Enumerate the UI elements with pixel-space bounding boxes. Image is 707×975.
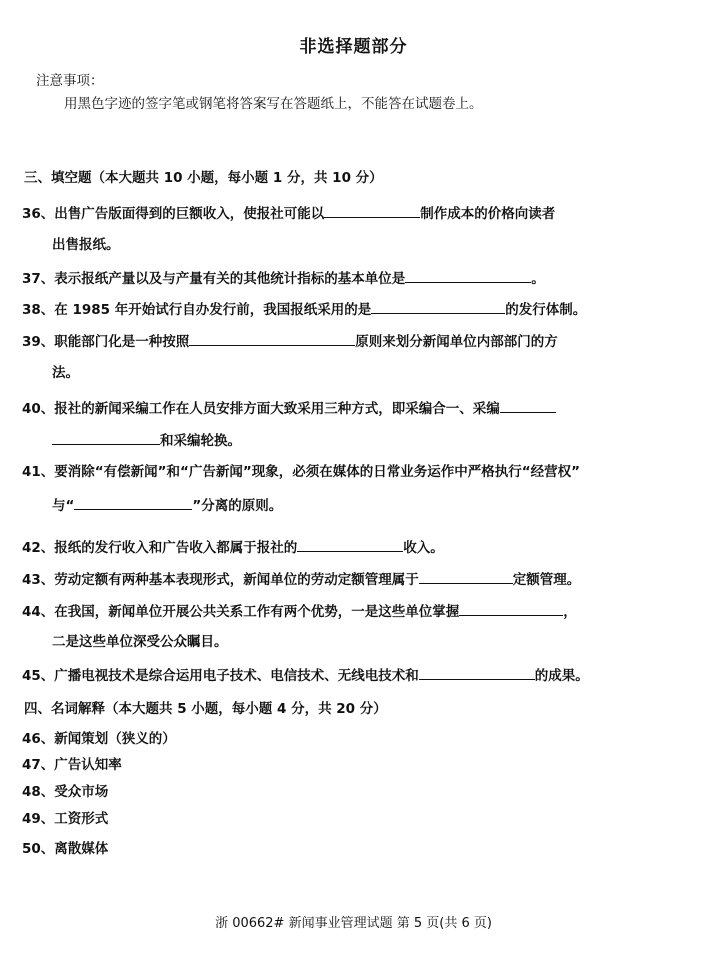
answer-blank — [189, 331, 355, 346]
question-37-text-b: 。 — [531, 271, 545, 287]
term-item: 50、离散媒体 — [22, 841, 109, 857]
question-45-text-a: 45、广播电视技术是综合运用电子技术、电信技术、无线电技术和 — [22, 668, 419, 684]
answer-blank — [419, 665, 535, 680]
question-36 — [22, 203, 555, 223]
question-45 — [22, 665, 589, 685]
question-43-text-a: 43、劳动定额有两种基本表现形式，新闻单位的劳动定额管理属于 — [22, 572, 419, 588]
question-38-text-b: 的发行体制。 — [505, 302, 587, 318]
question-45-text-b: 的成果。 — [534, 668, 589, 684]
term-item: 46、新闻策划（狭义的） — [22, 731, 176, 747]
answer-blank — [297, 537, 403, 552]
answer-blank — [371, 299, 505, 314]
answer-blank — [419, 569, 513, 584]
question-44-text-a: 44、在我国，新闻单位开展公共关系工作有两个优势，一是这些单位掌握 — [22, 604, 460, 620]
notice-text: 用黑色字迹的签字笔或钢笔将答案写在答题纸上，不能答在试题卷上。 — [64, 96, 483, 112]
question-38-text-a: 38、在 1985 年开始试行自办发行前，我国报纸采用的是 — [22, 302, 372, 318]
question-41-continued — [52, 495, 282, 515]
notice-heading: 注意事项： — [36, 73, 104, 89]
question-40-text-a: 40、报社的新闻采编工作在人员安排方面大致采用三种方式，即采编合一、采编 — [22, 401, 500, 417]
question-40-continued — [52, 430, 241, 450]
question-44-continued: 二是这些单位深受公众瞩目。 — [52, 634, 228, 650]
answer-blank — [324, 203, 420, 218]
question-40 — [22, 398, 556, 418]
term-item: 48、受众市场 — [22, 784, 109, 800]
page-title: 非选择题部分 — [299, 37, 408, 57]
question-41-text-b: 与“ — [52, 498, 75, 514]
section-3-heading: 三、填空题（本大题共 10 小题，每小题 1 分，共 10 分） — [24, 170, 383, 186]
answer-blank — [52, 430, 160, 445]
answer-blank — [74, 495, 192, 510]
answer-blank — [405, 268, 531, 283]
term-item: 49、工资形式 — [22, 811, 109, 827]
answer-blank — [459, 601, 563, 616]
question-43-text-b: 定额管理。 — [512, 572, 581, 588]
question-39-text-b: 原则来划分新闻单位内部部门的方 — [355, 334, 558, 350]
question-42 — [22, 537, 444, 557]
question-37 — [22, 268, 545, 288]
answer-blank — [500, 398, 556, 413]
question-43 — [22, 569, 580, 589]
question-39-continued: 法。 — [52, 365, 79, 381]
question-37-text-a: 37、表示报纸产量以及与产量有关的其他统计指标的基本单位是 — [22, 271, 406, 287]
question-36-text-a: 36、出售广告版面得到的巨额收入，使报社可能以 — [22, 206, 325, 222]
question-36-continued: 出售报纸。 — [52, 237, 120, 253]
question-38 — [22, 299, 586, 319]
question-41: 41、要消除“有偿新闻”和“广告新闻”现象，必须在媒体的日常业务运作中严格执行“经营权” — [22, 464, 581, 480]
question-39 — [22, 331, 558, 351]
question-40-text-b: 和采编轮换。 — [160, 433, 241, 449]
question-44-text-b: ， — [563, 604, 577, 620]
question-44 — [22, 601, 577, 621]
question-39-text-a: 39、职能部门化是一种按照 — [22, 334, 190, 350]
question-36-text-b: 制作成本的价格向读者 — [420, 206, 556, 222]
question-41-text-c: ”分离的原则。 — [192, 498, 283, 514]
term-item: 47、广告认知率 — [22, 757, 122, 773]
section-4-heading: 四、名词解释（本大题共 5 小题，每小题 4 分，共 20 分） — [24, 701, 387, 717]
question-42-text-b: 收入。 — [403, 540, 444, 556]
page-footer: 浙 00662# 新闻事业管理试题 第 5 页(共 6 页) — [215, 916, 492, 931]
question-42-text-a: 42、报纸的发行收入和广告收入都属于报社的 — [22, 540, 298, 556]
